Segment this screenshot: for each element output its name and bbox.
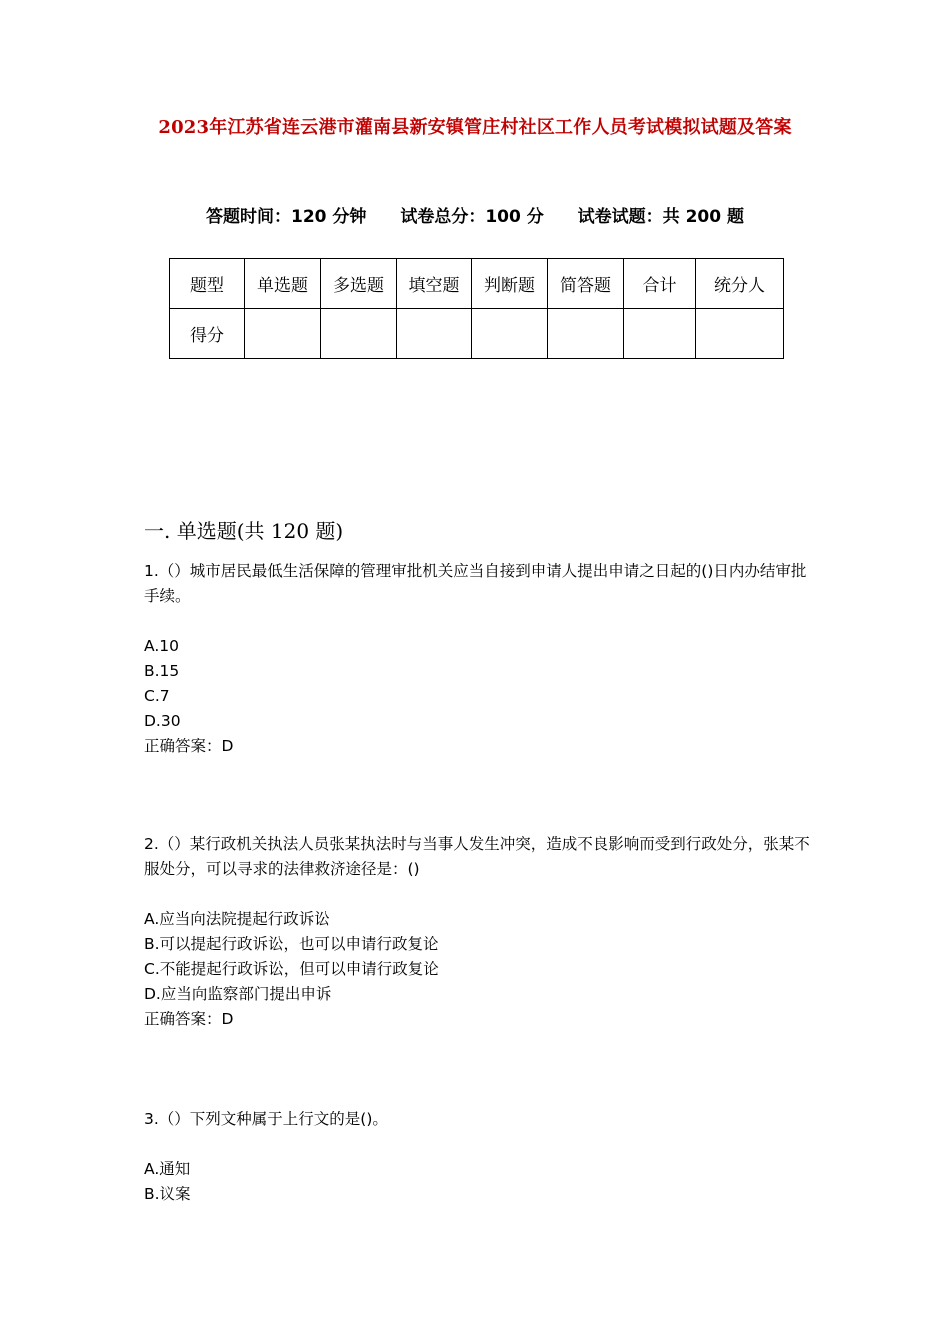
header-cell-type: 题型 (170, 259, 245, 309)
option-d: D.30 (144, 712, 181, 730)
score-cell (472, 309, 548, 359)
document-title: 2023年江苏省连云港市灌南县新安镇管庄村社区工作人员考试模拟试题及答案 (158, 117, 792, 138)
score-cell (548, 309, 624, 359)
question-1 (144, 559, 816, 759)
header-cell-short: 简答题 (548, 259, 624, 309)
question-options (144, 1157, 816, 1207)
question-answer: 正确答案：D (144, 1010, 234, 1028)
option-b: B.15 (144, 662, 180, 680)
question-stem: 1.（）城市居民最低生活保障的管理审批机关应当自接到申请人提出申请之日起的()日内办结审批手续。 (144, 562, 807, 605)
score-table-score-row (170, 309, 784, 359)
question-3 (144, 1107, 816, 1207)
header-cell-total: 合计 (624, 259, 696, 309)
exam-time: 答题时间：120 分钟 (206, 207, 367, 227)
question-options (144, 907, 816, 1007)
option-a: A.应当向法院提起行政诉讼 (144, 910, 330, 928)
question-stem: 3.（）下列文种属于上行文的是()。 (144, 1110, 388, 1128)
score-cell (624, 309, 696, 359)
score-cell (245, 309, 321, 359)
score-table (169, 258, 784, 359)
score-row-label: 得分 (170, 309, 245, 359)
exam-total-score: 试卷总分：100 分 (400, 207, 544, 227)
option-a: A.通知 (144, 1160, 191, 1178)
option-b: B.可以提起行政诉讼，也可以申请行政复论 (144, 935, 439, 953)
header-cell-grader: 统分人 (696, 259, 784, 309)
exam-question-count: 试卷试题：共 200 题 (577, 207, 744, 227)
option-d: D.应当向监察部门提出申诉 (144, 985, 332, 1003)
question-stem: 2.（）某行政机关执法人员张某执法时与当事人发生冲突，造成不良影响而受到行政处分，张某不服处分，可以寻求的法律救济途径是：() (144, 835, 810, 878)
header-cell-judge: 判断题 (472, 259, 548, 309)
question-answer: 正确答案：D (144, 737, 234, 755)
section-title: 一. 单选题(共 120 题) (144, 519, 344, 543)
score-cell (321, 309, 397, 359)
header-cell-single: 单选题 (245, 259, 321, 309)
score-cell (696, 309, 784, 359)
header-cell-multi: 多选题 (321, 259, 397, 309)
question-options (144, 634, 816, 734)
option-a: A.10 (144, 637, 179, 655)
header-cell-fill: 填空题 (397, 259, 472, 309)
exam-meta (0, 202, 950, 227)
option-c: C.不能提起行政诉讼，但可以申请行政复论 (144, 960, 439, 978)
score-cell (397, 309, 472, 359)
score-table-header-row (170, 259, 784, 309)
question-2 (144, 832, 816, 1032)
option-c: C.7 (144, 687, 170, 705)
option-b: B.议案 (144, 1185, 191, 1203)
